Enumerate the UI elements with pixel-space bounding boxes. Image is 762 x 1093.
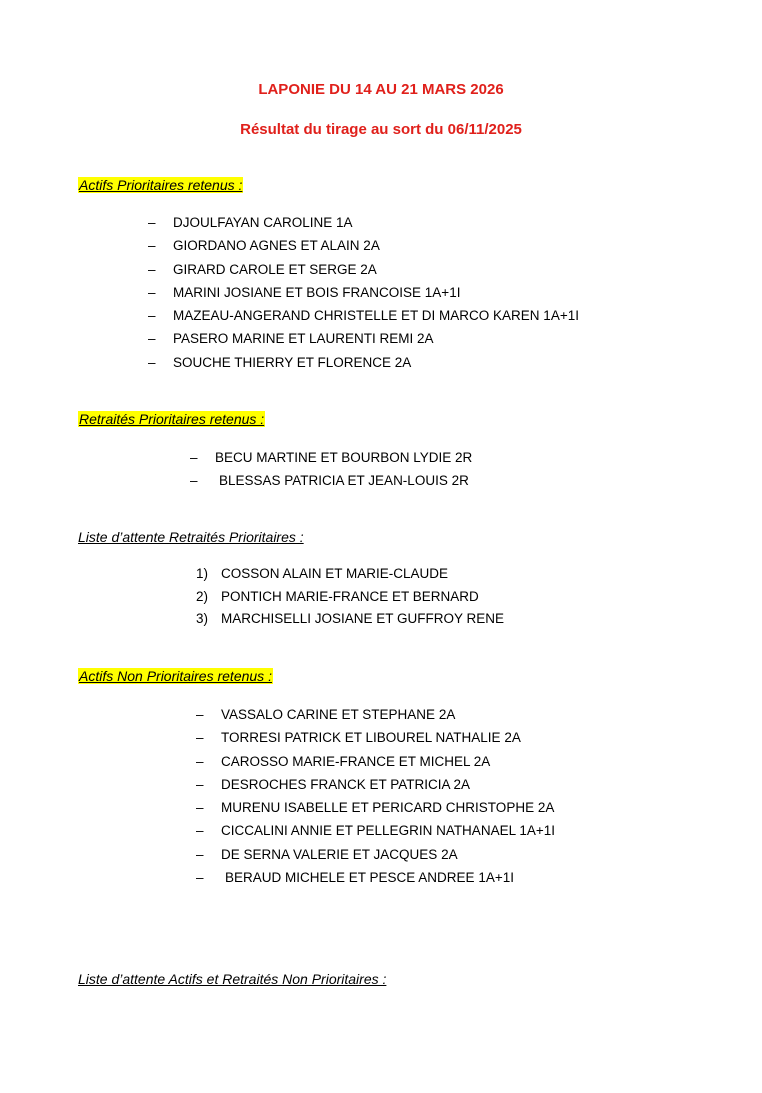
dash-marker: – [196,707,204,722]
dash-marker: – [196,730,204,746]
list-item: 2) PONTICH MARIE-FRANCE ET BERNARD [196,586,504,609]
list-actifs-non-prioritaires [196,703,555,889]
number-marker: 3) [196,611,209,626]
list-item: – MARINI JOSIANE ET BOIS FRANCOISE 1A+1I [148,281,579,304]
dash-marker: – [148,331,156,347]
dash-marker: – [148,308,156,324]
list-item: – CICCALINI ANNIE ET PELLEGRIN NATHANAEL 1A+1I [196,819,555,842]
list-item: – MURENU ISABELLE ET PERICARD CHRISTOPHE 2A [196,796,555,819]
list-item: – BERAUD MICHELE ET PESCE ANDREE 1A+1I [196,866,555,889]
dash-marker: – [148,354,156,370]
section-heading-attente-non-prioritaires: Liste d’attente Actifs et Retraités Non Prioritaires : [78,971,387,987]
section-heading-actifs-prioritaires: Actifs Prioritaires retenus : [79,177,243,193]
dash-marker: – [196,776,204,792]
list-item: 3) MARCHISELLI JOSIANE ET GUFFROY RENE [196,608,504,631]
dash-marker: – [196,823,204,839]
list-retraites-prioritaires [190,446,472,493]
dash-marker: – [196,846,204,862]
number-marker: 2) [196,588,209,604]
list-item: – BECU MARTINE ET BOURBON LYDIE 2R [190,446,472,469]
dash-marker: – [148,215,156,230]
list-item: – DESROCHES FRANCK ET PATRICIA 2A [196,773,555,796]
list-attente-retraites-prioritaires [196,563,504,631]
section-heading-retraites-prioritaires: Retraités Prioritaires retenus : [79,411,265,427]
list-item: – DE SERNA VALERIE ET JACQUES 2A [196,843,555,866]
list-actifs-prioritaires [148,211,579,374]
list-item: – SOUCHE THIERRY ET FLORENCE 2A [148,351,579,374]
list-item: – GIORDANO AGNES ET ALAIN 2A [148,234,579,257]
number-marker: 1) [196,566,209,581]
page-title: LAPONIE DU 14 AU 21 MARS 2026 [258,81,504,98]
dash-marker: – [196,753,204,769]
list-item: – DJOULFAYAN CAROLINE 1A [148,211,579,234]
list-item: – MAZEAU-ANGERAND CHRISTELLE ET DI MARCO KAREN 1A+1I [148,304,579,327]
dash-marker: – [148,238,156,254]
list-item: – GIRARD CAROLE ET SERGE 2A [148,258,579,281]
dash-marker: – [190,473,198,489]
list-item: 1) COSSON ALAIN ET MARIE-CLAUDE [196,563,504,586]
list-item: – BLESSAS PATRICIA ET JEAN-LOUIS 2R [190,469,472,492]
list-item: – PASERO MARINE ET LAURENTI REMI 2A [148,327,579,350]
dash-marker: – [148,261,156,277]
dash-marker: – [148,284,156,300]
list-item: – CAROSSO MARIE-FRANCE ET MICHEL 2A [196,750,555,773]
dash-marker: – [196,870,204,886]
section-heading-actifs-non-prioritaires: Actifs Non Prioritaires retenus : [79,668,272,684]
list-item: – TORRESI PATRICK ET LIBOUREL NATHALIE 2A [196,726,555,749]
dash-marker: – [196,800,204,816]
dash-marker: – [190,450,198,465]
section-heading-attente-retraites-prioritaires: Liste d’attente Retraités Prioritaires : [78,529,304,545]
list-item: – VASSALO CARINE ET STEPHANE 2A [196,703,555,726]
page-subtitle: Résultat du tirage au sort du 06/11/2025 [240,121,522,138]
